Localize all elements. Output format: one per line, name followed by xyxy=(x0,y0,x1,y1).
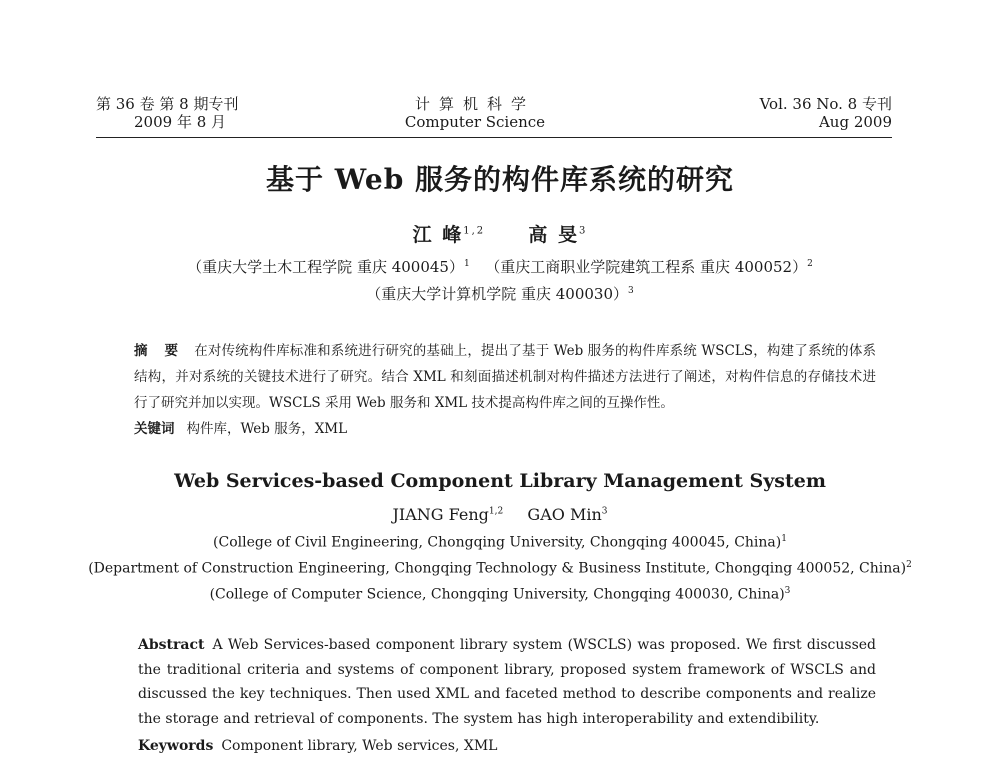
author-affiliation-mark: 1,2 xyxy=(488,506,504,517)
journal-name-cn: 计算机科学 xyxy=(414,95,535,113)
keywords-label-cn: 关键词 xyxy=(134,421,175,437)
abstract-text-cn: 在对传统构件库标准和系统进行研究的基础上，提出了基于 Web 服务的构件库系统 WSCLS，构建了系统的体系结构，并对系统的关键技术进行了研究。结合 XML 和刻面描述机制对构件描述方法进行了阐述，对构件信息的存储技术进行了研究并加以实现。WSCLS 采用 Web 服务和 XML 技术提高构件库之间的互操作性。 xyxy=(134,343,876,411)
volume-issue-en: Vol. 36 No. 8 专刊 xyxy=(759,95,892,113)
affiliation-text: (College of Computer Science, Chongqing University, Chongqing 400030, China) xyxy=(209,586,785,603)
affiliation-text: （重庆工商职业学院建筑工程系 重庆 400052） xyxy=(485,258,808,276)
keywords-en xyxy=(138,738,497,754)
affiliation-mark: 3 xyxy=(628,286,634,296)
abstract-text-en: A Web Services-based component library system (WSCLS) was proposed. We first discussed the traditional criteria and systems of component library, proposed system framework of WSCLS and discussed the key techniques. Then used XML and faceted method to describe components and realize the storage and retrieval of components. The system has high interoperability and extendibility. xyxy=(138,637,876,727)
journal-volume-info xyxy=(96,95,238,131)
author-list-en xyxy=(0,505,1000,524)
publication-date-cn: 2009 年 8 月 xyxy=(134,113,227,131)
abstract-en xyxy=(138,633,876,731)
author-name: 高 旻 xyxy=(528,224,580,246)
affiliation-line-cn xyxy=(0,256,1000,277)
author-affiliation-mark: 3 xyxy=(601,506,608,517)
author-name: JIANG Feng xyxy=(392,505,489,524)
author-affiliation-mark: 1,2 xyxy=(463,225,486,237)
volume-issue: 第 36 卷 第 8 期专刊 xyxy=(96,95,239,113)
journal-name-en: Computer Science xyxy=(404,113,546,131)
publication-date-en: Aug 2009 xyxy=(818,113,892,131)
paper-title-en: Web Services-based Component Library Management System xyxy=(174,470,826,492)
journal-name xyxy=(400,95,550,131)
affiliation-mark: 1 xyxy=(781,534,787,544)
affiliation-mark: 1 xyxy=(463,259,470,269)
author-affiliation-mark: 3 xyxy=(579,225,588,237)
abstract-label-en: Abstract xyxy=(138,637,205,653)
affiliation-line-en xyxy=(0,534,1000,551)
affiliation-text: （重庆大学计算机学院 重庆 400030） xyxy=(366,285,629,303)
keywords-text-en: Component library, Web services, XML xyxy=(221,738,498,754)
abstract-cn xyxy=(134,338,876,416)
affiliation-text: (Department of Construction Engineering, Chongqing Technology & Business Institute, Chongqing 400052, China) xyxy=(88,560,907,577)
affiliation-text: (College of Civil Engineering, Chongqing University, Chongqing 400045, China) xyxy=(213,534,782,551)
affiliation-line-en xyxy=(0,586,1000,603)
author-name: GAO Min xyxy=(527,505,602,524)
affiliation-mark: 2 xyxy=(807,259,813,269)
author-name: 江 峰 xyxy=(412,224,464,246)
journal-volume-info-en xyxy=(760,95,892,131)
affiliation-mark: 2 xyxy=(906,560,912,570)
keywords-text-cn: 构件库，Web 服务，XML xyxy=(186,421,348,437)
keywords-label-en: Keywords xyxy=(138,738,214,754)
abstract-label-cn: 摘 要 xyxy=(134,343,185,359)
affiliation-line-en xyxy=(0,560,1000,577)
affiliation-line-cn xyxy=(0,283,1000,304)
affiliation-mark: 3 xyxy=(784,586,791,596)
paper-title-cn: 基于 Web 服务的构件库系统的研究 xyxy=(265,163,735,196)
affiliation-text: （重庆大学土木工程学院 重庆 400045） xyxy=(187,258,464,276)
header-divider xyxy=(96,137,892,138)
keywords-cn xyxy=(134,417,347,437)
author-list-cn xyxy=(0,220,1000,247)
